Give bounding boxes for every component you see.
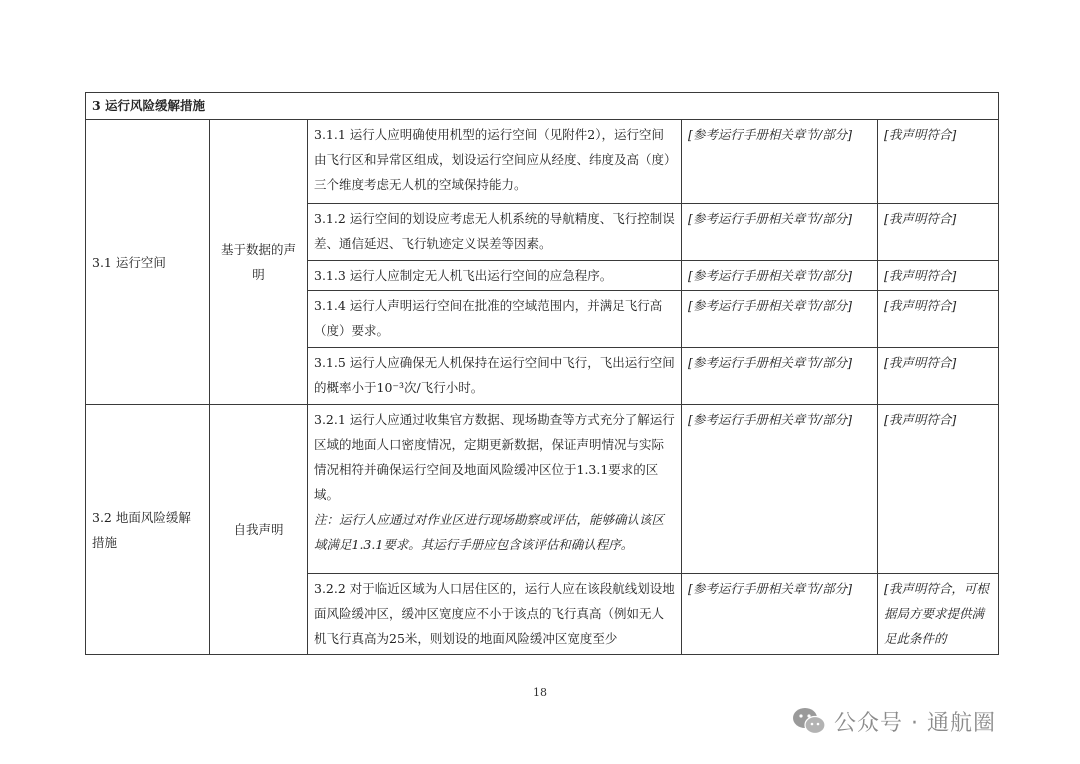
group-name: 3.2 地面风险缓解措施 xyxy=(86,405,210,655)
manual-reference: [参考运行手册相关章节/部分] xyxy=(682,261,878,291)
manual-reference: [参考运行手册相关章节/部分] xyxy=(682,204,878,261)
requirement-text-cell xyxy=(308,405,682,574)
requirement-text: 3.1.5 运行人应确保无人机保持在运行空间中飞行，飞出运行空间的概率小于10⁻³次/飞行小时。 xyxy=(308,348,682,405)
requirement-text: 3.1.2 运行空间的划设应考虑无人机系统的导航精度、飞行控制误差、通信延迟、飞行轨迹定义误差等因素。 xyxy=(308,204,682,261)
requirement-text: 3.1.1 运行人应明确使用机型的运行空间（见附件2），运行空间由飞行区和异常区组成，划设运行空间应从经度、纬度及高（度）三个维度考虑无人机的空域保持能力。 xyxy=(308,120,682,204)
declaration-type: 自我声明 xyxy=(210,405,308,655)
wechat-icon xyxy=(792,706,826,736)
requirement-text: 3.1.4 运行人声明运行空间在批准的空域范围内，并满足飞行高（度）要求。 xyxy=(308,291,682,348)
manual-reference: [参考运行手册相关章节/部分] xyxy=(682,574,878,655)
watermark-text: 公众号 · 通航圈 xyxy=(834,710,996,736)
requirement-text: 3.2.1 运行人应通过收集官方数据、现场勘查等方式充分了解运行区域的地面人口密度情况，定期更新数据，保证声明情况与实际情况相符并确保运行空间及地面风险缓冲区位于1.3.1要求的区域。 xyxy=(314,412,675,502)
compliance-status: [我声明符合] xyxy=(878,204,999,261)
compliance-status: [我声明符合] xyxy=(878,348,999,405)
requirement-note: 注：运行人应通过对作业区进行现场勘察或评估，能够确认该区域满足1.3.1要求。其运行手册应包含该评估和确认程序。 xyxy=(314,512,665,552)
section-header: 3 运行风险缓解措施 xyxy=(86,93,999,120)
watermark xyxy=(792,703,996,739)
compliance-status: [我声明符合] xyxy=(878,291,999,348)
requirements-table xyxy=(85,92,999,655)
requirement-text: 3.1.3 运行人应制定无人机飞出运行空间的应急程序。 xyxy=(308,261,682,291)
section-header-row xyxy=(86,93,999,120)
manual-reference: [参考运行手册相关章节/部分] xyxy=(682,348,878,405)
manual-reference: [参考运行手册相关章节/部分] xyxy=(682,405,878,574)
compliance-status: [我声明符合] xyxy=(878,261,999,291)
page-number: 18 xyxy=(533,686,547,699)
declaration-type: 基于数据的声明 xyxy=(210,120,308,405)
table-row xyxy=(86,405,999,574)
group-name: 3.1 运行空间 xyxy=(86,120,210,405)
compliance-status: [我声明符合] xyxy=(878,120,999,204)
manual-reference: [参考运行手册相关章节/部分] xyxy=(682,291,878,348)
compliance-status: [我声明符合，可根据局方要求提供满足此条件的 xyxy=(878,574,999,655)
manual-reference: [参考运行手册相关章节/部分] xyxy=(682,120,878,204)
requirement-text: 3.2.2 对于临近区域为人口居住区的，运行人应在该段航线划设地面风险缓冲区，缓冲区宽度应不小于该点的飞行真高（例如无人机飞行真高为25米，则划设的地面风险缓冲区宽度至少 xyxy=(308,574,682,655)
table-row xyxy=(86,120,999,204)
compliance-status: [我声明符合] xyxy=(878,405,999,574)
